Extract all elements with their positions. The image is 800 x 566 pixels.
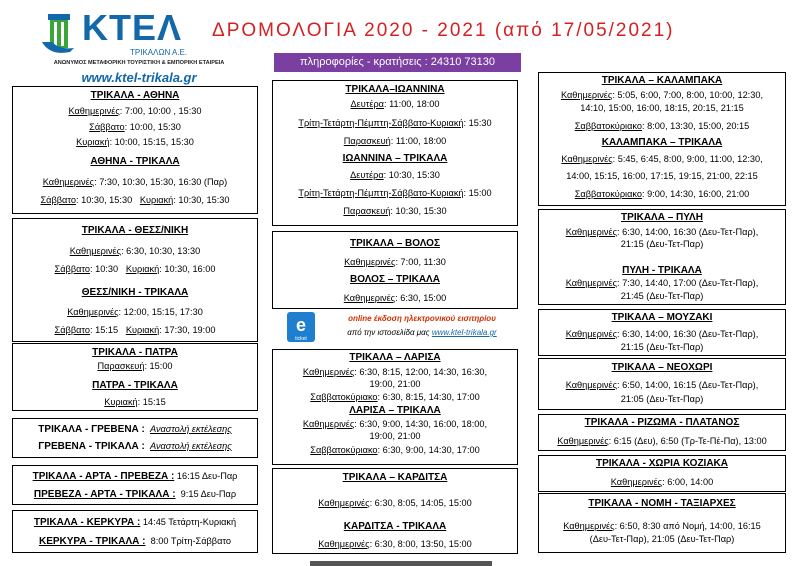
- schedule-row: Καθημερινές: 6:30, 14:00, 16:30 (Δευ-Τετ-Παρ),: [565, 227, 759, 237]
- brand-tagline: ΑΝΩΝΥΜΟΣ ΜΕΤΑΦΟΡΙΚΗ ΤΟΥΡΙΣΤΙΚΗ & ΕΜΠΟΡΙΚΗ ΕΤΑΙΡΕΙΑ: [53, 60, 225, 66]
- schedule-row: ΠΡΕΒΕΖΑ - ΑΡΤΑ - ΤΡΙΚΑΛΑ : 9:15 Δευ-Παρ: [33, 489, 237, 500]
- bottom-bar: [310, 561, 492, 566]
- schedule-row: Καθημερινές: 6:15 (Δευ), 6:50 (Τρ-Τε-Πέ-Πα), 13:00: [557, 436, 767, 446]
- schedule-row: Σαββατοκύριακο: 6:30, 8:15, 14:30, 17:00: [310, 392, 480, 402]
- route-heading: ΤΡΙΚΑΛΑ – ΛΑΡΙΣΑ: [349, 352, 441, 363]
- info-banner: πληροφορίες - κρατήσεις : 24310 73130: [274, 53, 521, 72]
- eticket-info: [322, 312, 522, 340]
- eticket-subline: από την ιστοσελίδα μας www.ktel-trikala.gr: [347, 328, 497, 337]
- svg-text:ticket: ticket: [295, 336, 307, 342]
- route-heading: ΘΕΣΣ/ΝΙΚΗ - ΤΡΙΚΑΛΑ: [81, 287, 189, 298]
- schedule-row: Καθημερινές: 6:30, 8:05, 14:05, 15:00: [318, 498, 472, 508]
- schedule-row: Δευτέρα: 10:30, 15:30: [350, 170, 440, 180]
- route-heading: ΠΑΤΡΑ - ΤΡΙΚΑΛΑ: [92, 380, 178, 391]
- route-athina: [12, 86, 258, 214]
- route-heading: ΤΡΙΚΑΛΑ – ΚΑΛΑΜΠΑΚΑ: [601, 75, 723, 86]
- schedule-row: Καθημερινές: 6:00, 14:00: [610, 477, 714, 487]
- schedule-row: Καθημερινές: 6:30, 14:00, 16:30 (Δευ-Τετ-Παρ),: [565, 329, 759, 339]
- route-heading: ΤΡΙΚΑΛΑ – ΜΟΥΖΑΚΙ: [611, 312, 713, 323]
- schedule-row: Καθημερινές: 6:30, 8:15, 12:00, 14:30, 16:30,: [302, 367, 488, 377]
- schedule-row: 14:10, 15:00, 16:00, 18:15, 20:15, 21:15: [580, 103, 744, 113]
- route-heading: ΤΡΙΚΑΛΑ - ΑΘΗΝΑ: [90, 90, 180, 101]
- e-ticket-icon[interactable]: [286, 311, 316, 343]
- route-heading: ΚΑΡΔΙΤΣΑ - ΤΡΙΚΑΛΑ: [343, 521, 447, 532]
- schedule-row: 19:00, 21:00: [369, 431, 421, 441]
- schedule-row: Καθημερινές: 7:30, 14:40, 17:00 (Δευ-Τετ-Παρ),: [565, 278, 759, 288]
- schedule-row: Καθημερινές: 6:30, 15:00: [343, 293, 447, 303]
- route-pyli: [538, 209, 786, 305]
- route-heading: ΤΡΙΚΑΛΑ - ΧΩΡΙΑ ΚΟΖΙΑΚΑ: [595, 458, 728, 469]
- route-neoxori: [538, 358, 786, 410]
- route-heading: ΤΡΙΚΑΛΑ - ΠΑΤΡΑ: [92, 347, 178, 358]
- route-heading: ΤΡΙΚΑΛΑ – ΠΥΛΗ: [621, 212, 703, 223]
- route-nomi: [538, 493, 786, 553]
- schedule-row: 21:45 (Δευ-Τετ-Παρ): [620, 291, 704, 301]
- schedule-row: Σαββατοκύριακο: 8:00, 13:30, 15:00, 20:15: [574, 121, 750, 131]
- route-patra: [12, 343, 258, 411]
- route-heading: ΠΥΛΗ - ΤΡΙΚΑΛΑ: [622, 265, 702, 276]
- schedule-row: Καθημερινές: 7:00, 10:00 , 15:30: [68, 106, 202, 116]
- schedule-row: 14:00, 15:15, 16:00, 17:15, 19:15, 21:00, 22:15: [566, 171, 758, 181]
- schedule-row: Σαββατοκύριακο: 9:00, 14:30, 16:00, 21:00: [574, 189, 750, 199]
- schedule-row: Καθημερινές: 6:50, 8:30 από Νομή, 14:00, 16:15: [563, 521, 761, 531]
- schedule-row: Καθημερινές: 6:30, 9:00, 14:30, 16:00, 18:00,: [302, 419, 488, 429]
- route-heading: ΛΑΡΙΣΑ – ΤΡΙΚΑΛΑ: [349, 405, 441, 416]
- schedule-row: Καθημερινές: 7:30, 10:30, 15:30, 16:30 (Παρ): [42, 177, 228, 187]
- route-heading: ΤΡΙΚΑΛΑ – ΚΑΡΔΙΤΣΑ: [342, 472, 448, 483]
- schedule-row: ΤΡΙΚΑΛΑ - ΑΡΤΑ - ΠΡΕΒΕΖΑ : 16:15 Δευ-Παρ: [32, 471, 238, 482]
- schedule-row: 19:00, 21:00: [369, 379, 421, 389]
- route-heading: ΤΡΙΚΑΛΑ - ΘΕΣΣ/ΝΙΚΗ: [81, 225, 189, 236]
- schedule-row: Παρασκευή: 15:00: [97, 361, 173, 371]
- eticket-url[interactable]: www.ktel-trikala.gr: [431, 328, 497, 337]
- route-volos: [272, 231, 518, 309]
- schedule-row: Καθημερινές: 5:45, 6:45, 8:00, 9:00, 11:00, 12:30,: [561, 154, 763, 164]
- brand-city: ΤΡΙΚΑΛΩΝ Α.Ε.: [130, 48, 188, 57]
- schedule-row: Καθημερινές: 7:00, 11:30: [344, 257, 446, 267]
- route-heading: ΤΡΙΚΑΛΑ – ΝΕΟΧΩΡΙ: [611, 362, 713, 373]
- route-kerkyra: [12, 510, 258, 553]
- route-heading: ΤΡΙΚΑΛΑ - ΝΟΜΗ - ΤΑΞΙΑΡΧΕΣ: [588, 498, 736, 509]
- schedule-row: Κυριακή: 10:00, 15:15, 15:30: [76, 137, 194, 147]
- schedule-row: Καθημερινές: 6:50, 14:00, 16:15 (Δευ-Τετ-Παρ),: [565, 380, 759, 390]
- schedule-row: ΓΡΕΒΕΝΑ - ΤΡΙΚΑΛΑ : Αναστολή εκτέλεσης: [38, 441, 232, 452]
- route-koziaka: [538, 455, 786, 492]
- schedule-row: Καθημερινές: 12:00, 15:15, 17:30: [67, 307, 203, 317]
- route-mouzaki: [538, 309, 786, 356]
- route-thessaloniki: [12, 218, 258, 342]
- schedule-row: 21:15 (Δευ-Τετ-Παρ): [620, 239, 704, 249]
- pillar-hand-logo-icon: [40, 12, 80, 56]
- route-karditsa: [272, 468, 518, 554]
- schedule-row: Σαββατοκύριακο: 6:30, 9:00, 14:30, 17:00: [310, 445, 480, 455]
- schedule-row: ΚΕΡΚΥΡΑ - ΤΡΙΚΑΛΑ : 8:00 Τρίτη-Σάββατο: [38, 536, 232, 547]
- schedule-row: (Δευ-Τετ-Παρ), 21:05 (Δευ-Τετ-Παρ): [589, 534, 735, 544]
- logo: [4, 4, 274, 90]
- schedule-row: Καθημερινές: 5:05, 6:00, 7:00, 8:00, 10:00, 12:30,: [560, 90, 764, 100]
- schedule-row: 21:05 (Δευ-Τετ-Παρ): [620, 394, 704, 404]
- route-rizoma: [538, 414, 786, 451]
- route-heading: ΑΘΗΝΑ - ΤΡΙΚΑΛΑ: [90, 156, 180, 167]
- schedule-row: Τρίτη-Τετάρτη-Πέμπτη-Σάββατο-Κυριακή: 15:30: [298, 118, 492, 128]
- schedule-row: Σάββατο: 10:30 Κυριακή: 10:30, 16:00: [54, 264, 216, 274]
- schedule-row: Καθημερινές: 6:30, 10:30, 13:30: [69, 246, 201, 256]
- schedule-row: Κυριακή: 15:15: [104, 397, 166, 407]
- route-heading: ΤΡΙΚΑΛΑ–ΙΩΑΝΝΙΝΑ: [345, 84, 445, 95]
- route-heading: ΙΩΑΝΝΙΝΑ – ΤΡΙΚΑΛΑ: [342, 153, 448, 164]
- route-heading: ΤΡΙΚΑΛΑ - ΡΙΖΩΜΑ - ΠΛΑΤΑΝΟΣ: [584, 417, 740, 428]
- schedule-row: Δευτέρα: 11:00, 18:00: [350, 99, 440, 109]
- brand-name: ΚΤΕΛ: [82, 7, 183, 48]
- schedule-row: 21:15 (Δευ-Τετ-Παρ): [620, 342, 704, 352]
- schedule-row: Σάββατο: 15:15 Κυριακή: 17:30, 19:00: [54, 325, 216, 335]
- website-link[interactable]: www.ktel-trikala.gr: [81, 70, 197, 85]
- page-title: ΔΡΟΜΟΛΟΓΙΑ 2020 - 2021 (από 17/05/2021): [212, 20, 675, 41]
- svg-text:e: e: [295, 315, 307, 335]
- route-heading: ΤΡΙΚΑΛΑ – ΒΟΛΟΣ: [350, 238, 440, 249]
- route-preveza: [12, 465, 258, 505]
- route-grevena: [12, 418, 258, 458]
- schedule-row: Παρασκευή: 11:00, 18:00: [343, 136, 447, 146]
- schedule-row: ΤΡΙΚΑΛΑ - ΚΕΡΚΥΡΑ : 14:45 Τετάρτη-Κυριακή: [33, 517, 237, 528]
- route-ioannina: [272, 80, 518, 226]
- schedule-row: Παρασκευή: 10:30, 15:30: [343, 206, 447, 216]
- schedule-row: Σάββατο: 10:00, 15:30: [89, 122, 181, 132]
- route-larisa: [272, 349, 518, 465]
- schedule-row: ΤΡΙΚΑΛΑ - ΓΡΕΒΕΝΑ : Αναστολή εκτέλεσης: [38, 424, 232, 435]
- schedule-row: Καθημερινές: 6:30, 8:00, 13:50, 15:00: [318, 539, 472, 549]
- route-heading: ΒΟΛΟΣ – ΤΡΙΚΑΛΑ: [350, 274, 440, 285]
- route-heading: ΚΑΛΑΜΠΑΚΑ – ΤΡΙΚΑΛΑ: [601, 137, 723, 148]
- schedule-row: Τρίτη-Τετάρτη-Πέμπτη-Σάββατο-Κυριακή: 15:00: [298, 188, 492, 198]
- eticket-headline: online έκδοση ηλεκτρονικού εισιτηρίου: [348, 314, 496, 323]
- schedule-row: Σάββατο: 10:30, 15:30 Κυριακή: 10:30, 15:30: [40, 195, 230, 205]
- route-kalampaka: [538, 72, 786, 206]
